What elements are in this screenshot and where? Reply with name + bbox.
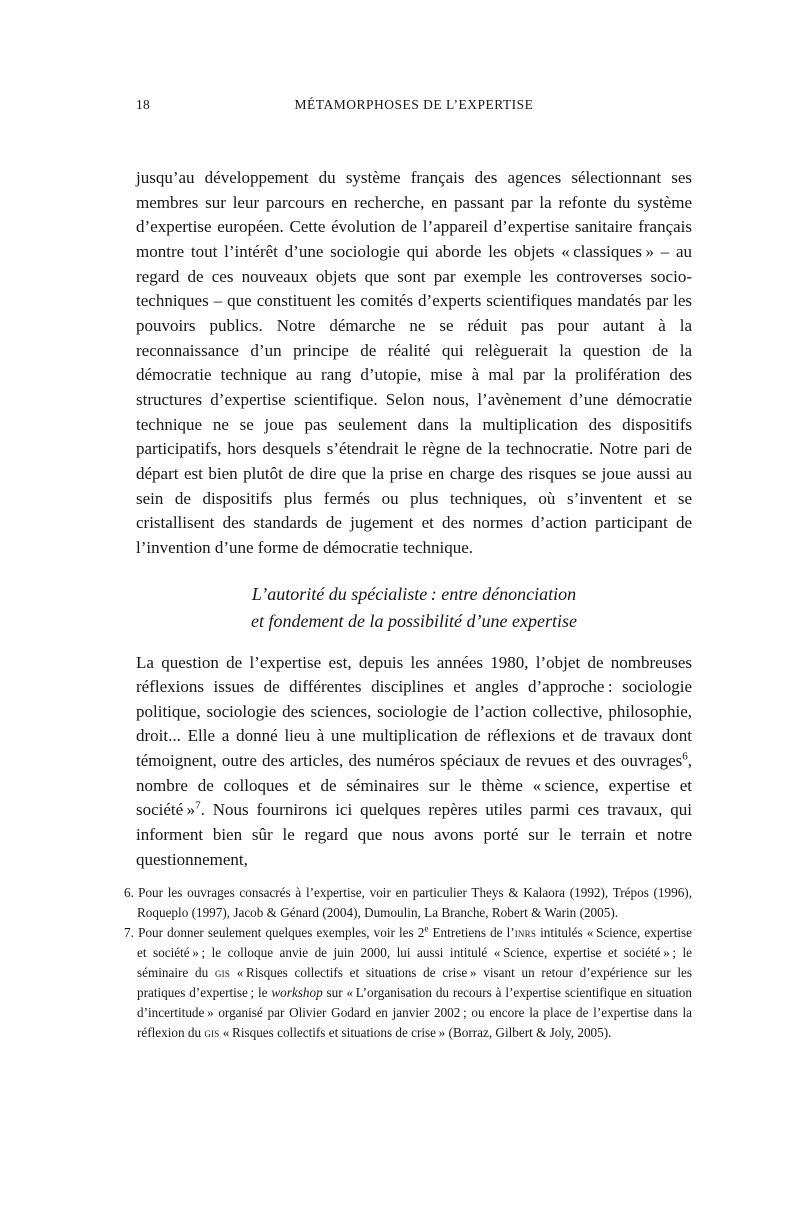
footnote-6: [124, 883, 692, 923]
paragraph-continuation: jusqu’au développement du système français des agences sélectionnant ses membres sur leur parcours en recherche, en passant par la refonte du système d’expertise européen. Cette évolution de l’appareil d’expertise sanitaire français montre tout l’intérêt d’une sociologie qui aborde les objets « classiques » – au regard de ces nouveaux objets que sont par exemple les controverses socio-techniques – que constituent les comités d’experts scientifiques mandatés par les pouvoirs publics. Notre démarche ne se réduit pas pour autant à la reconnaissance d’un principe de réalité qui relèguerait la question de la démocratie technique au rang d’utopie, mise à mal par la prolifération des structures d’expertise scientifique. Selon nous, l’avènement d’une démocratie technique ne se joue pas seulement dans la multiplication des dispositifs participatifs, hors desquels s’étendrait le règne de la technocratie. Notre pari de départ est bien plutôt de dire que la prise en charge des risques se joue aussi au sein de dispositifs plus fermés ou plus techniques, où s’inventent et se cristallisent des standards de jugement et des normes d’action participant de l’invention d’une forme de démocratie technique.: [136, 168, 692, 557]
running-title: MÉTAMORPHOSES DE L’EXPERTISE: [294, 97, 534, 112]
section-heading-line2: et fondement de la possibilité d’une expertise: [251, 610, 577, 631]
section-heading: [136, 581, 692, 635]
page-number: 18: [136, 97, 151, 112]
footnote-7-number: 7.: [124, 925, 134, 941]
section-heading-line1: L’autorité du spécialiste : entre dénonciation: [251, 583, 577, 604]
footnote-7: [124, 923, 692, 1043]
text-column: [124, 166, 693, 1043]
running-head: [136, 97, 692, 117]
footnotes-block: [124, 883, 692, 1043]
footnote-6-number: 6.: [124, 885, 134, 901]
footnote-6-text: Pour les ouvrages consacrés à l’expertise, voir en particulier Theys & Kalaora (1992), Trépos (1996), Roqueplo (1997), Jacob & Génard (2004), Dumoulin, La Branche, Robert & Warin (2005).: [137, 885, 692, 921]
footnote-7-text: Pour donner seulement quelques exemples, voir les 2e Entretiens de l’inrs intitulés « Science, expertise et société » ; le colloque anvie de juin 2000, lui aussi intitulé « Science, expertise et société » ; le séminaire du gis « Risques collectifs et situations de crise » visant un retour d’expérience sur les pratiques d’expertise ; le workshop sur « L’organisation du recours à l’expertise scientifique en situation d’incertitude » organisé par Olivier Godard en janvier 2002 ; ou encore la place de l’expertise dans la réflexion du gis « Risques collectifs et situations de crise » (Borraz, Gilbert & Joly, 2005).: [137, 924, 693, 1041]
paragraph-main: La question de l’expertise est, depuis les années 1980, l’objet de nombreuses réflexions issues de différentes disciplines et angles d’approche : sociologie politique, sociologie des sciences, sociologie de l’action collective, philosophie, droit... Elle a donné lieu à une multiplication de réflexions et de travaux dont témoignent, outre des articles, des numéros spéciaux de revues et des ouvrages$^6$, nombre de colloques et de séminaires sur le thème « science, expertise et société »$^7$. Nous fournirons ici quelques repères utiles parmi ces travaux, qui informent bien sûr le regard que nous avons porté sur le terrain et notre questionnement,: [136, 652, 692, 869]
